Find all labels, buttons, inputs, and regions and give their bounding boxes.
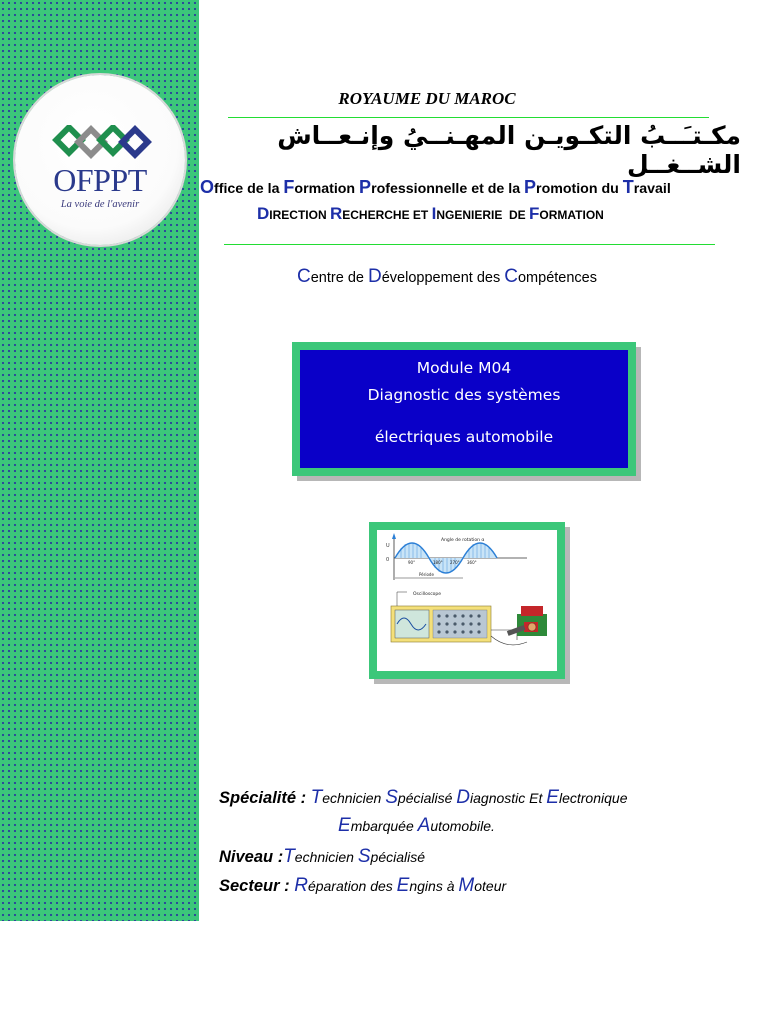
niveau-value (283, 846, 426, 867)
secteur-cap-1: R (294, 875, 308, 896)
direction-cap-4: F (529, 204, 540, 223)
oscilloscope-illustration (377, 530, 557, 671)
direction-cap-3: I (431, 204, 437, 223)
secteur-label: Secteur : (219, 877, 295, 895)
module-box-inner (300, 350, 628, 468)
spec-rest-4: lectronique (558, 790, 628, 806)
spec2-cap-2: A (417, 815, 431, 836)
specialite-label: Spécialité : (219, 789, 307, 807)
ofppt-logo-mark-icon (52, 125, 152, 163)
tick-180: 180° (433, 560, 443, 565)
niveau-cap-1: T (283, 846, 295, 867)
spec-cap-4: E (546, 787, 559, 808)
office-rest-4: romotion du (536, 181, 623, 197)
direction-cap-2: R (329, 204, 343, 223)
office-line (200, 177, 768, 198)
centre-rest-1: entre de (310, 270, 368, 286)
specialite-value-1 (310, 787, 628, 808)
niveau-line (219, 846, 425, 868)
direction-rest-4: ORMATION (539, 208, 604, 222)
direction-rest-1: IRECTION (269, 208, 330, 222)
illustration-frame (369, 522, 565, 679)
office-rest-1: ffice de la (214, 181, 284, 197)
tick-270: 270° (450, 560, 460, 565)
bottom-divider (224, 244, 715, 245)
centre-line (297, 266, 597, 288)
arabic-title: مكـتـَــبُ التكـويـن المهـنــيُ وإنـعــاش الشــغــل (277, 121, 741, 179)
niveau-label: Niveau : (219, 848, 284, 866)
centre-cap-3: C (504, 266, 518, 287)
axis-u-label: U (386, 543, 390, 549)
centre-rest-2: éveloppement des (381, 270, 505, 286)
spec2-rest-2: utomobile. (430, 818, 495, 834)
secteur-cap-2: E (396, 875, 410, 896)
spec-cap-2: S (385, 787, 398, 808)
module-code: Module M04 (416, 359, 512, 377)
niveau-cap-2: S (357, 846, 371, 867)
office-rest-2: ormation (294, 181, 360, 197)
specialite-line-2 (338, 815, 495, 837)
spec-cap-1: T (310, 787, 323, 808)
secteur-cap-3: M (458, 875, 475, 896)
spec-cap-3: D (456, 787, 471, 808)
period-label: Période (419, 572, 434, 577)
module-title-line-1: Diagnostic des systèmes (367, 386, 561, 404)
direction-rest-3: NGENIERIE DE (436, 208, 529, 222)
secteur-rest-2: ngins à (409, 878, 459, 894)
axis-zero-label: 0 (386, 557, 390, 563)
top-divider (228, 117, 709, 118)
module-title-line-2: électriques automobile (374, 428, 554, 446)
specialite-line-1 (219, 787, 627, 809)
spec-rest-1: echnicien (322, 790, 386, 806)
module-box (292, 342, 636, 476)
spec2-cap-1: E (338, 815, 351, 836)
centre-rest-3: ompétences (517, 270, 597, 286)
spec-rest-2: pécialisé (397, 790, 457, 806)
secteur-rest-1: éparation des (307, 878, 397, 894)
niveau-rest-2: pécialisé (370, 849, 426, 865)
scope-label: Oscilloscope (413, 592, 442, 597)
direction-rest-2: ECHERCHE ET (342, 208, 432, 222)
office-rest-3: rofessionnelle et de la (371, 181, 525, 197)
centre-cap-2: D (367, 266, 382, 287)
secteur-rest-3: oteur (474, 878, 507, 894)
spec-rest-3: iagnostic Et (470, 790, 547, 806)
direction-line (257, 204, 604, 224)
royaume-title: ROYAUME DU MAROC (338, 89, 516, 108)
logo-name: OFPPT (53, 162, 147, 198)
logo-tagline: La voie de l'avenir (60, 199, 140, 210)
secteur-value (294, 875, 507, 896)
spec2-rest-1: mbarquée (350, 818, 418, 834)
office-cap-1: O (200, 177, 215, 197)
office-cap-5: T (622, 177, 634, 197)
office-cap-2: F (283, 177, 295, 197)
dotted-sidebar (0, 0, 199, 921)
angle-label: Angle de rotation α (441, 538, 485, 543)
oscilloscope-diagram-icon (377, 530, 557, 671)
secteur-line (219, 875, 506, 897)
office-rest-5: ravail (633, 181, 671, 197)
niveau-rest-1: echnicien (294, 849, 358, 865)
office-cap-4: P (524, 177, 537, 197)
office-cap-3: P (359, 177, 372, 197)
tick-90: 90° (408, 560, 416, 565)
tick-360: 360° (467, 560, 477, 565)
centre-cap-1: C (297, 266, 311, 287)
direction-cap-1: D (257, 204, 270, 223)
